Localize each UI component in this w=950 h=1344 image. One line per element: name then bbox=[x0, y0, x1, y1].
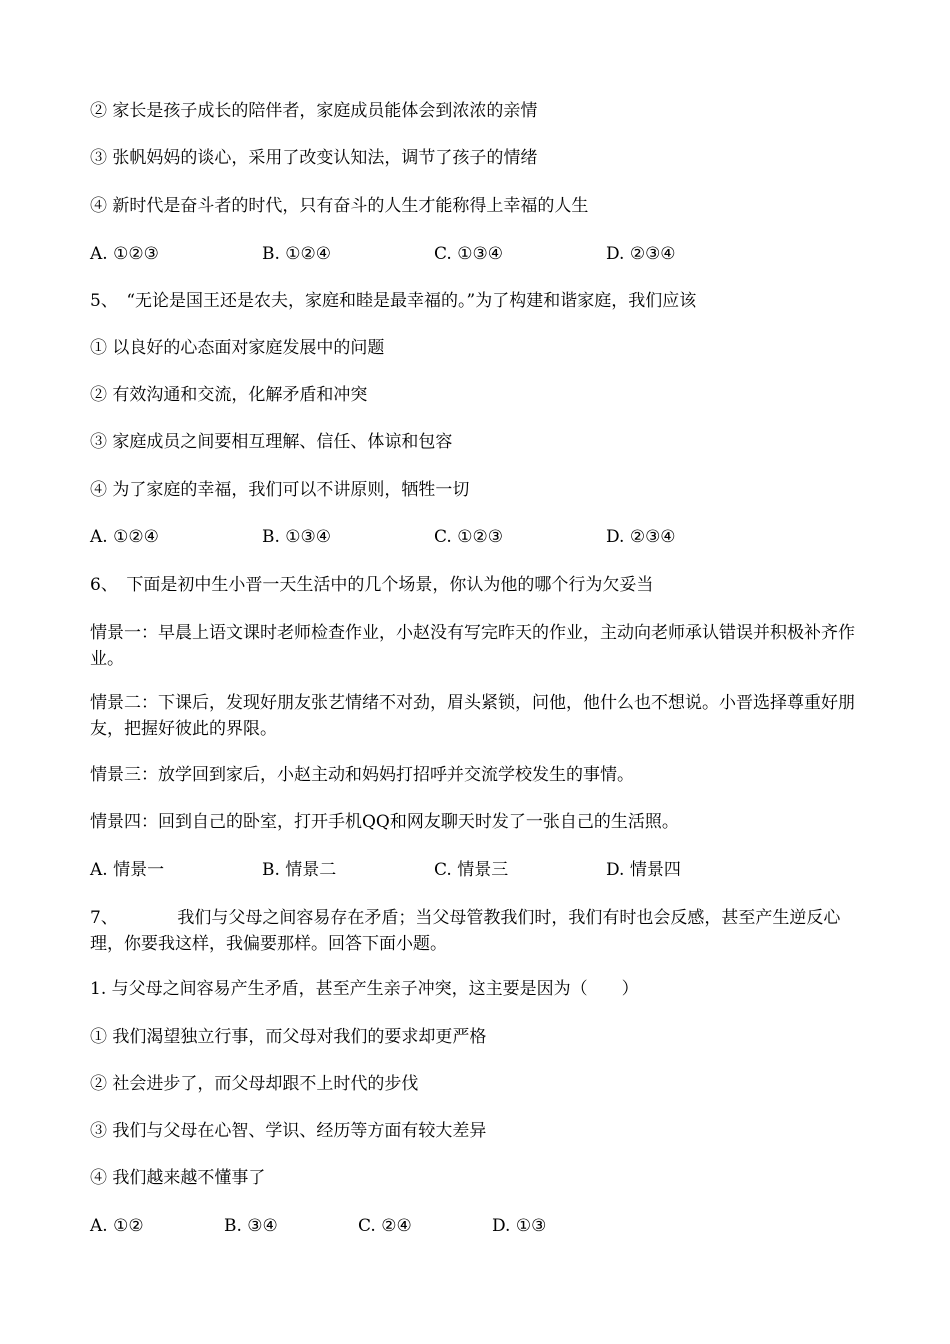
q7-stem: 7、 我们与父母之间容易存在矛盾；当父母管教我们时，我们有时也会反感，甚至产生逆反心理，你要我这样，我偏要那样。回答下面小题。 bbox=[90, 908, 841, 954]
q6-option-d[interactable]: D. 情景四 bbox=[606, 860, 681, 880]
q6-scene-3: 情景三：放学回到家后，小赵主动和妈妈打招呼并交流学校发生的事情。 bbox=[90, 765, 634, 785]
q6-scene-1: 情景一：早晨上语文课时老师检查作业，小赵没有写完昨天的作业，主动向老师承认错误并积极补齐作业。 bbox=[90, 623, 855, 669]
q4-item-3: ③ 张帆妈妈的谈心，采用了改变认知法，调节了孩子的情绪 bbox=[90, 148, 538, 168]
q7-sub1-stem: 1. 与父母之间容易产生矛盾，甚至产生亲子冲突，这主要是因为（ ） bbox=[90, 979, 639, 999]
q6-scene-2: 情景二：下课后，发现好朋友张艺情绪不对劲，眉头紧锁，问他，他什么也不想说。小晋选择尊重好朋友，把握好彼此的界限。 bbox=[90, 693, 855, 739]
q4-option-b[interactable]: B. ①②④ bbox=[262, 244, 332, 264]
q4-option-a[interactable]: A. ①②③ bbox=[90, 244, 159, 264]
q4-option-d[interactable]: D. ②③④ bbox=[606, 244, 676, 264]
q5-item-1: ① 以良好的心态面对家庭发展中的问题 bbox=[90, 338, 385, 358]
q4-option-c[interactable]: C. ①③④ bbox=[434, 244, 503, 264]
q7-option-a[interactable]: A. ①② bbox=[90, 1216, 144, 1236]
q6-stem: 6、 下面是初中生小晋一天生活中的几个场景，你认为他的哪个行为欠妥当 bbox=[90, 575, 654, 595]
q7-item-2: ② 社会进步了，而父母却跟不上时代的步伐 bbox=[90, 1074, 419, 1094]
q6-option-a[interactable]: A. 情景一 bbox=[90, 860, 165, 880]
q5-option-b[interactable]: B. ①③④ bbox=[262, 527, 332, 547]
q5-item-4: ④ 为了家庭的幸福，我们可以不讲原则，牺牲一切 bbox=[90, 480, 470, 500]
q4-item-4: ④ 新时代是奋斗者的时代，只有奋斗的人生才能称得上幸福的人生 bbox=[90, 196, 589, 216]
q5-option-c[interactable]: C. ①②③ bbox=[434, 527, 503, 547]
q5-option-d[interactable]: D. ②③④ bbox=[606, 527, 676, 547]
q4-item-2: ② 家长是孩子成长的陪伴者，家庭成员能体会到浓浓的亲情 bbox=[90, 101, 538, 121]
q5-option-a[interactable]: A. ①②④ bbox=[90, 527, 159, 547]
q7-option-c[interactable]: C. ②④ bbox=[358, 1216, 412, 1236]
q5-stem: 5、 “无论是国王还是农夫，家庭和睦是最幸福的。”为了构建和谐家庭，我们应该 bbox=[90, 291, 697, 311]
q7-item-3: ③ 我们与父母在心智、学识、经历等方面有较大差异 bbox=[90, 1121, 487, 1141]
q5-item-3: ③ 家庭成员之间要相互理解、信任、体谅和包容 bbox=[90, 432, 453, 452]
q4-options bbox=[90, 241, 865, 267]
q7-option-b[interactable]: B. ③④ bbox=[224, 1216, 278, 1236]
q5-options bbox=[90, 524, 865, 550]
q7-option-d[interactable]: D. ①③ bbox=[492, 1216, 547, 1236]
q7-item-1: ① 我们渴望独立行事，而父母对我们的要求却更严格 bbox=[90, 1027, 487, 1047]
q6-option-c[interactable]: C. 情景三 bbox=[434, 860, 509, 880]
q6-options bbox=[90, 857, 865, 883]
q6-option-b[interactable]: B. 情景二 bbox=[262, 860, 337, 880]
q7-item-4: ④ 我们越来越不懂事了 bbox=[90, 1168, 266, 1188]
q6-scene-4: 情景四：回到自己的卧室，打开手机QQ和网友聊天时发了一张自己的生活照。 bbox=[90, 812, 679, 832]
q7-options bbox=[90, 1213, 865, 1239]
q5-item-2: ② 有效沟通和交流，化解矛盾和冲突 bbox=[90, 385, 368, 405]
